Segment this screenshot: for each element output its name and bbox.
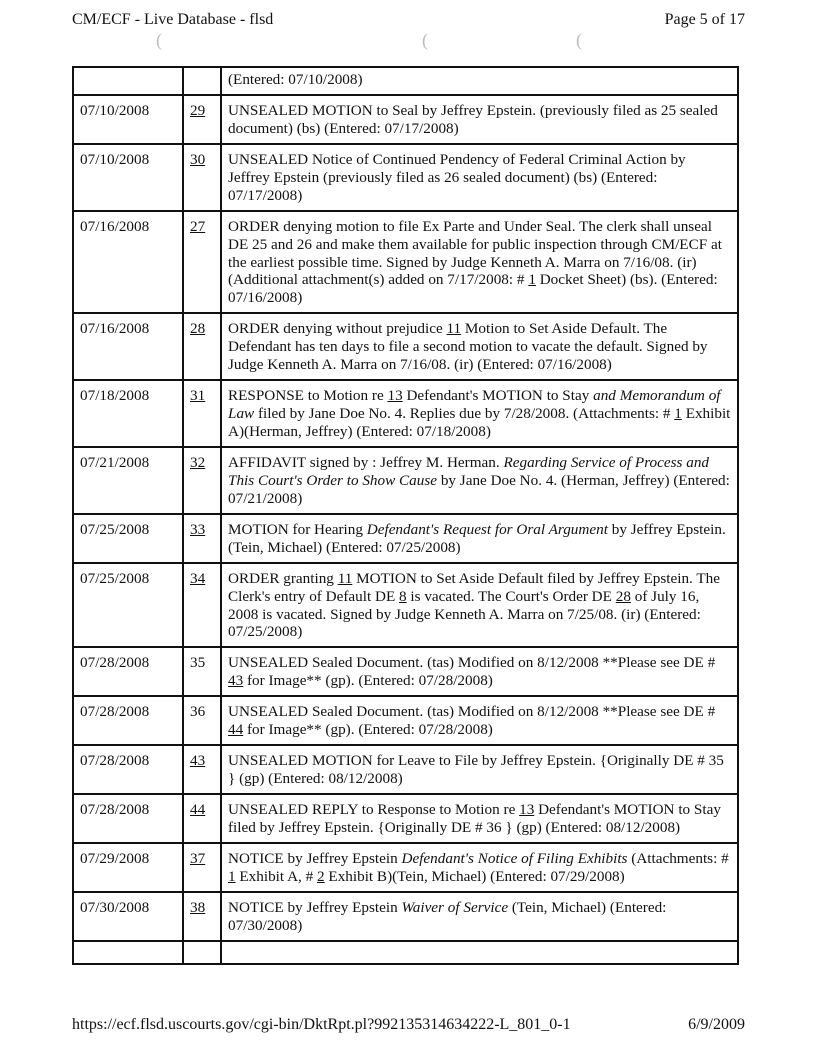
entry-date: 07/16/2008 — [73, 313, 183, 380]
docket-table — [72, 66, 739, 965]
docket-number[interactable]: 30 — [190, 150, 206, 168]
entry-text — [221, 794, 738, 843]
entry-text-part: by Jane Doe No. 4. (Herman, Jeffrey) (Entered: 07/21/2008) — [228, 471, 730, 507]
entry-text — [221, 892, 738, 941]
entry-text-part: UNSEALED REPLY to Response to Motion re — [228, 801, 520, 818]
entry-text-part: is vacated. The Court's Order DE — [406, 587, 616, 605]
entry-text — [221, 647, 738, 696]
entry-text — [221, 563, 738, 648]
docket-number[interactable]: 34 — [190, 569, 206, 587]
entry-text-part: NOTICE by Jeffrey Epstein — [228, 849, 402, 867]
entry-date: 07/10/2008 — [73, 144, 183, 211]
docket-number[interactable]: 28 — [190, 320, 206, 338]
entry-text-part: Exhibit A)(Herman, Jeffrey) (Entered: 07/18/2008) — [228, 405, 731, 440]
entry-text — [221, 696, 738, 745]
table-row — [73, 144, 738, 211]
entry-text-part: for Image** (gp). (Entered: 07/28/2008) — [243, 721, 493, 739]
entry-date: 07/28/2008 — [73, 794, 183, 843]
docket-link[interactable]: 11 — [337, 569, 353, 587]
entry-text-part: for Image** (gp). (Entered: 07/28/2008) — [243, 672, 493, 690]
scan-mark: ( — [156, 30, 162, 50]
entry-date: 07/25/2008 — [73, 514, 183, 563]
footer-url: https://ecf.flsd.uscourts.gov/cgi-bin/DktRpt.pl?992135314634222-L_801_0-1 — [72, 1016, 571, 1033]
entry-text — [221, 313, 738, 380]
entry-text-part: Motion to Set Aside Default. The Defendant has ten days to file a second motion to vacate the default. Signed by Judge Kenneth A. Marra on 7/16/08. (ir) (Entered: 07/16/2008) — [228, 320, 708, 374]
page-number: Page 5 of 17 — [664, 11, 745, 28]
docket-link[interactable]: 1 — [674, 405, 682, 423]
entry-text-part: Exhibit B)(Tein, Michael) (Entered: 07/29/2008) — [324, 867, 625, 885]
entry-text-part: by Jeffrey Epstein. (Tein, Michael) (Entered: 07/25/2008) — [228, 520, 726, 556]
docket-link[interactable]: 44 — [228, 721, 244, 739]
docket-link[interactable]: 1 — [228, 867, 236, 885]
table-row — [73, 380, 738, 447]
entry-text-part: (Tein, Michael) (Entered: 07/30/2008) — [228, 898, 667, 934]
entry-text — [221, 144, 738, 211]
entry-text — [221, 380, 738, 447]
docket-link[interactable]: 11 — [446, 320, 462, 338]
entry-text-part: ORDER granting — [228, 569, 338, 587]
entry-date: 07/28/2008 — [73, 696, 183, 745]
docket-number[interactable]: 38 — [190, 898, 206, 916]
entry-text-part: UNSEALED MOTION for Leave to File by Jeffrey Epstein. {Originally DE # 35 } (gp) (Entered: 08/12/2008) — [228, 752, 724, 788]
entry-text-part: Defendant's MOTION to Stay filed by Jeffrey Epstein. {Originally DE # 36 } (gp) (Entered: 08/12/2008) — [228, 801, 721, 836]
docket-link[interactable]: 43 — [228, 672, 244, 690]
entry-text-part: UNSEALED Sealed Document. (tas) Modified on 8/12/2008 **Please see DE # — [228, 654, 716, 672]
table-row — [73, 211, 738, 314]
table-row — [73, 514, 738, 563]
docket-number[interactable]: 27 — [190, 217, 206, 235]
docket-number[interactable]: 37 — [190, 849, 206, 867]
entry-text-part: UNSEALED MOTION to Seal by Jeffrey Epstein. (previously filed as 25 sealed document) (bs) (Entered: 07/17/2008) — [228, 101, 718, 137]
continued-entry-text: (Entered: 07/10/2008) — [221, 67, 738, 95]
table-row — [73, 647, 738, 696]
scan-mark: ( — [422, 30, 428, 50]
table-row — [73, 794, 738, 843]
docket-link[interactable]: 28 — [615, 587, 631, 605]
entry-date: 07/18/2008 — [73, 380, 183, 447]
table-row — [73, 745, 738, 794]
table-row — [73, 95, 738, 144]
docket-number[interactable]: 43 — [190, 752, 206, 770]
document-title: and Memorandum of Law — [228, 387, 721, 423]
entry-text-part: ORDER denying motion to file Ex Parte and Under Seal. The clerk shall unseal DE 25 and 26 and make them available for public inspection through CM/ECF at the earliest possible time. Signed by Judge Kenneth A. Marra on 7/16/08. (ir) (Additional attachment(s) added on 7/17/2008: # — [228, 217, 722, 289]
entry-text-part: NOTICE by Jeffrey Epstein — [228, 898, 402, 916]
docket-number: 35 — [190, 654, 206, 672]
entry-text — [221, 447, 738, 514]
entry-text-part: RESPONSE to Motion re — [228, 387, 388, 405]
docket-link[interactable]: 2 — [317, 867, 325, 885]
docket-link[interactable]: 13 — [387, 387, 403, 405]
entry-text-part: of July 16, 2008 is vacated. Signed by Judge Kenneth A. Marra on 7/25/08. (ir) (Entered: 07/25/2008) — [228, 587, 701, 641]
entry-text-part: UNSEALED Sealed Document. (tas) Modified on 8/12/2008 **Please see DE # — [228, 703, 716, 721]
header-title: CM/ECF - Live Database - flsd — [72, 11, 274, 28]
entry-text — [221, 514, 738, 563]
document-title: Regarding Service of Process and This Court's Order to Show Cause — [228, 453, 710, 489]
entry-text — [221, 745, 738, 794]
entry-text-part: MOTION for Hearing — [228, 520, 367, 538]
entry-date: 07/10/2008 — [73, 95, 183, 144]
entry-text-part: filed by Jane Doe No. 4. Replies due by 7/28/2008. (Attachments: # — [254, 405, 675, 423]
entry-date: 07/28/2008 — [73, 647, 183, 696]
table-row-next — [73, 941, 738, 964]
docket-number[interactable]: 32 — [190, 453, 206, 471]
entry-date: 07/28/2008 — [73, 745, 183, 794]
entry-date: 07/21/2008 — [73, 447, 183, 514]
docket-number[interactable]: 44 — [190, 801, 206, 818]
entry-date: 07/25/2008 — [73, 563, 183, 648]
entry-text-part: Defendant's MOTION to Stay — [402, 387, 594, 405]
document-title: Defendant's Notice of Filing Exhibits — [401, 849, 628, 867]
table-row — [73, 892, 738, 941]
docket-number: 36 — [190, 703, 206, 721]
docket-number[interactable]: 33 — [190, 520, 206, 538]
entry-text-part: Exhibit A, # — [235, 867, 318, 885]
table-row — [73, 563, 738, 648]
docket-number[interactable]: 29 — [190, 101, 206, 119]
entry-text — [221, 843, 738, 892]
scan-mark: ( — [576, 30, 582, 50]
table-row — [73, 843, 738, 892]
entry-text-part: (Attachments: # — [627, 849, 729, 867]
docket-link[interactable]: 13 — [519, 801, 535, 818]
entry-text — [221, 211, 738, 314]
table-row — [73, 447, 738, 514]
entry-text-part: ORDER denying without prejudice — [228, 320, 447, 338]
table-row — [73, 313, 738, 380]
entry-text-part: MOTION to Set Aside Default filed by Jeffrey Epstein. The Clerk's entry of Default DE — [228, 569, 720, 605]
document-title: Waiver of Service — [401, 898, 509, 916]
entry-text-part: AFFIDAVIT signed by : Jeffrey M. Herman. — [228, 453, 504, 471]
docket-link[interactable]: 8 — [399, 587, 407, 605]
entry-text-part: Docket Sheet) (bs). (Entered: 07/16/2008) — [228, 271, 718, 307]
entry-date: 07/30/2008 — [73, 892, 183, 941]
document-title: Defendant's Request for Oral Argument — [366, 520, 608, 538]
table-row-continued — [73, 67, 738, 95]
entry-text — [221, 95, 738, 144]
footer-date: 6/9/2009 — [688, 1016, 745, 1033]
entry-text-part: UNSEALED Notice of Continued Pendency of Federal Criminal Action by Jeffrey Epstein (previously filed as 26 sealed document) (bs) (Entered: 07/17/2008) — [228, 150, 686, 204]
entry-date: 07/29/2008 — [73, 843, 183, 892]
docket-link[interactable]: 1 — [528, 271, 536, 289]
table-row — [73, 696, 738, 745]
docket-number[interactable]: 31 — [190, 387, 206, 405]
entry-date: 07/16/2008 — [73, 211, 183, 314]
